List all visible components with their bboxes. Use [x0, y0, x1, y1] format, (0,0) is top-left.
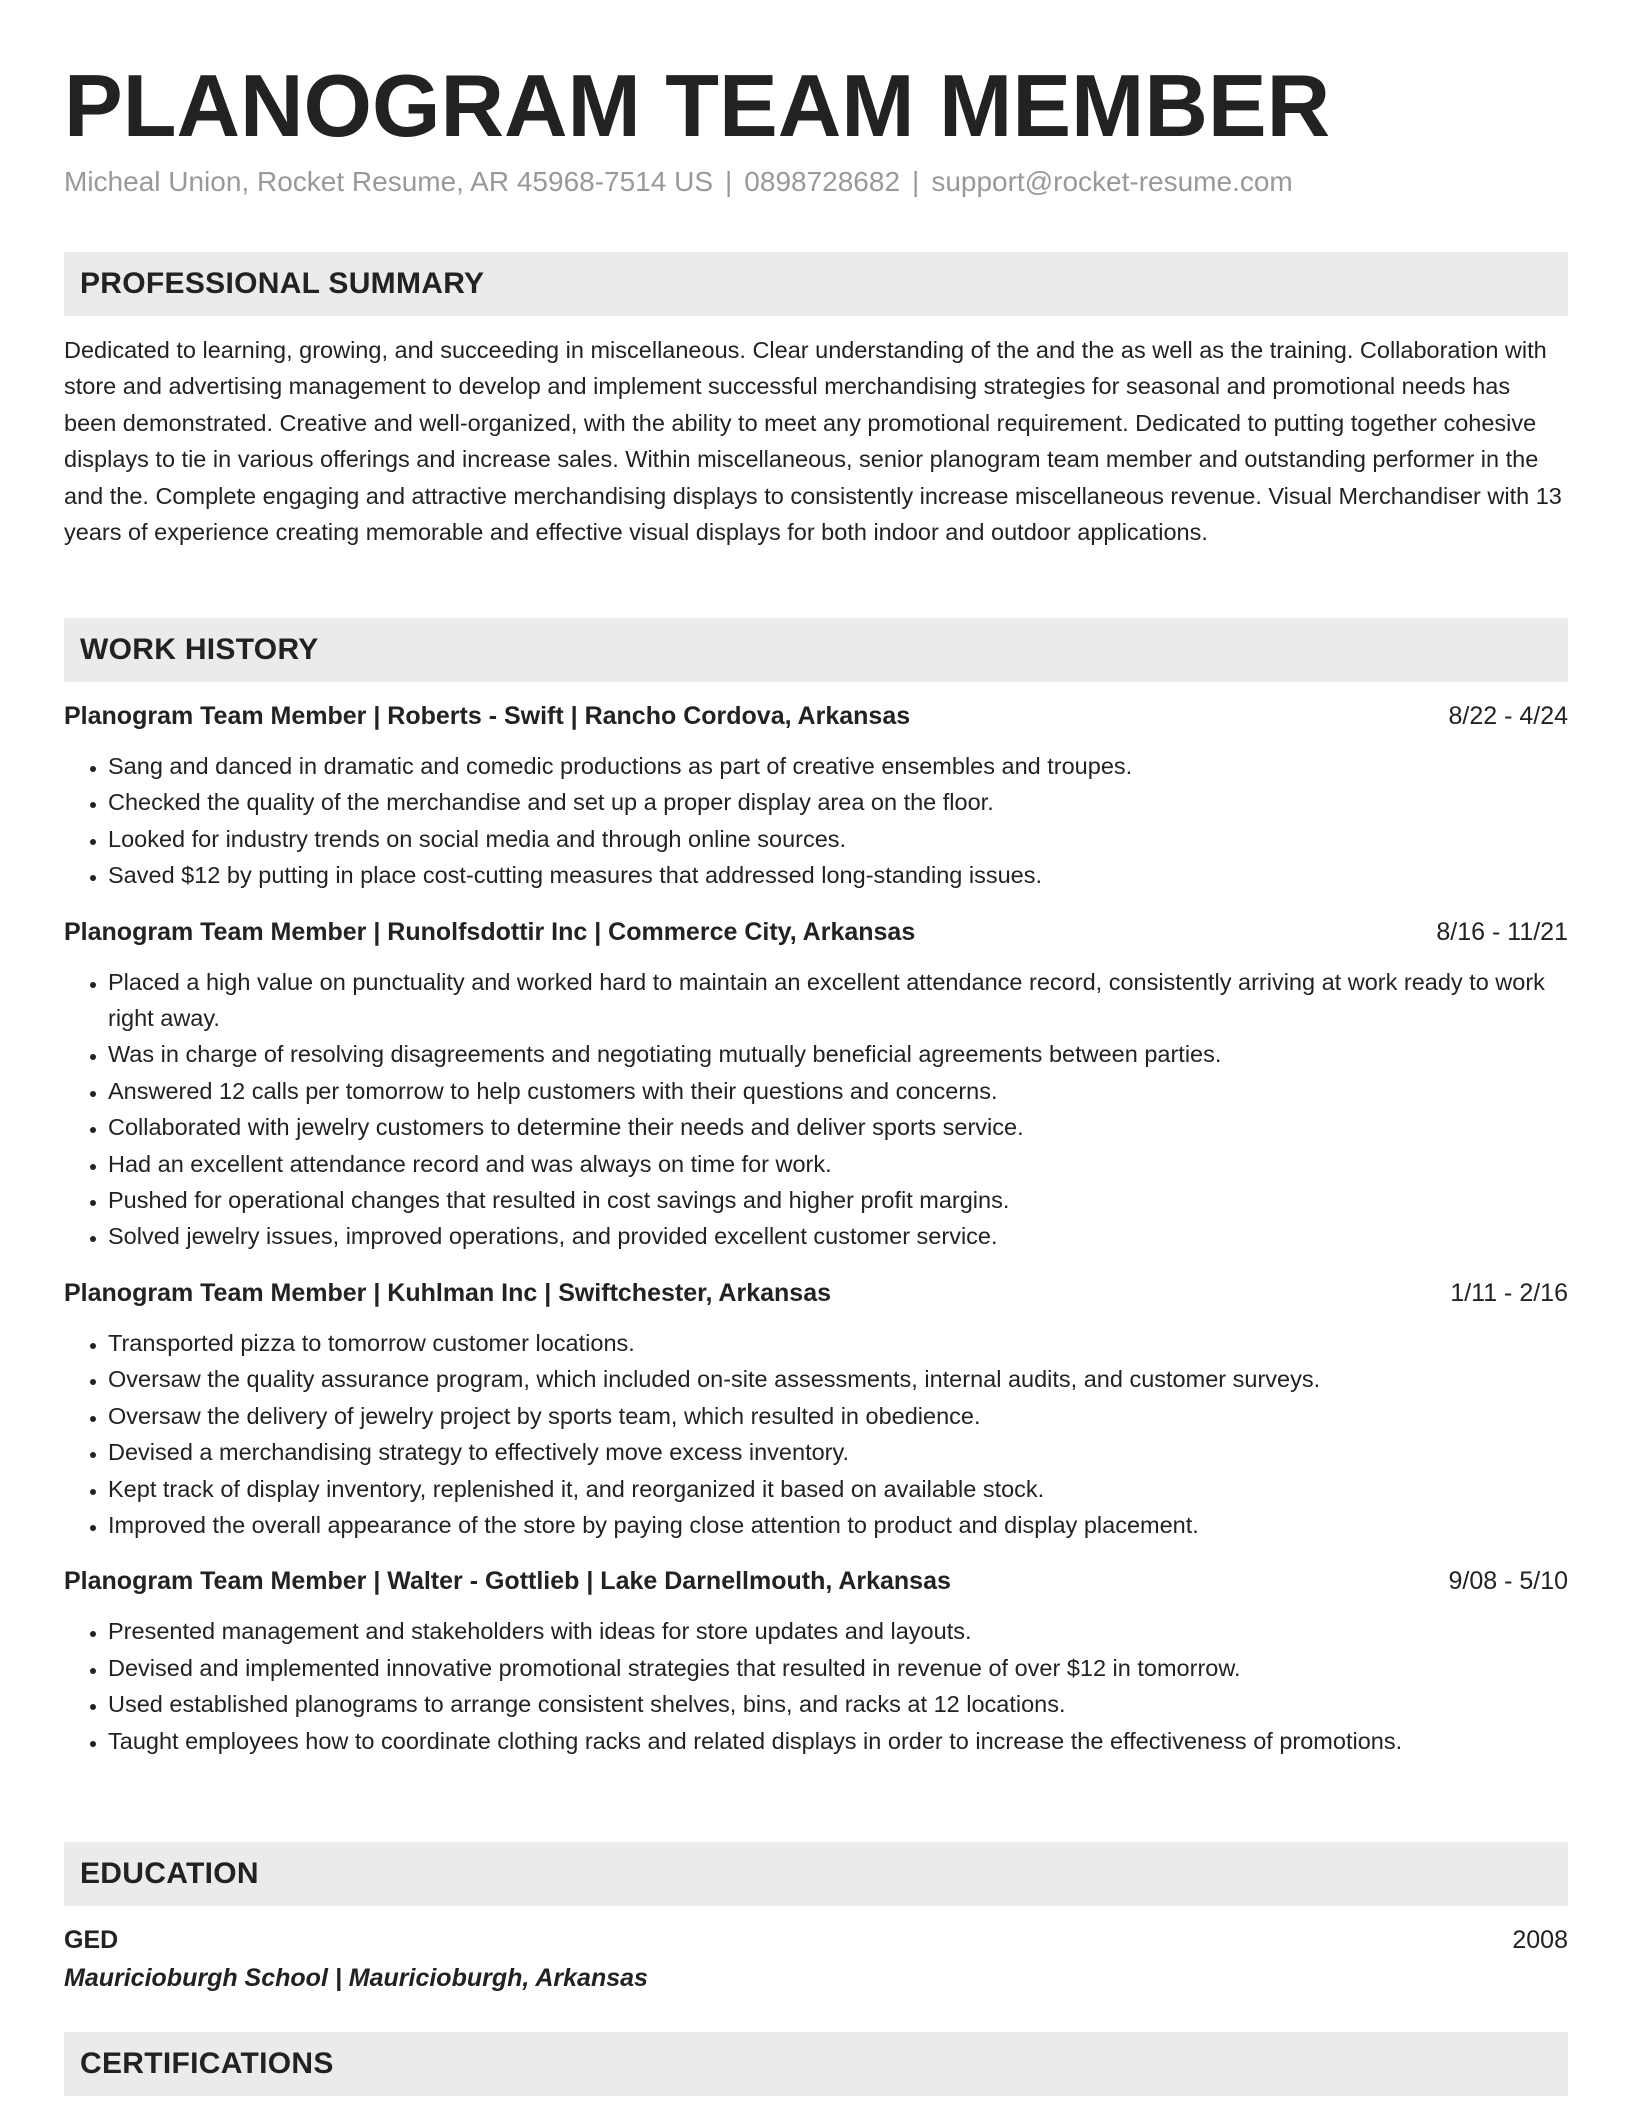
job-header — [64, 914, 1568, 950]
list-item: • Saved $12 by putting in place cost-cutting measures that addressed long-standing issues. — [108, 857, 1568, 893]
job-title: Planogram Team Member | Roberts - Swift | Rancho Cordova, Arkansas — [64, 702, 911, 730]
list-item: • Oversaw the quality assurance program, which included on-site assessments, internal audits, and customer surveys. — [108, 1361, 1568, 1397]
list-item: • Checked the quality of the merchandise and set up a proper display area on the floor. — [108, 784, 1568, 820]
education-year: 2008 — [1512, 1926, 1568, 1954]
list-item: • Sang and danced in dramatic and comedic productions as part of creative ensembles and troupes. — [108, 748, 1568, 784]
section-heading: CERTIFICATIONS — [64, 2032, 1568, 2096]
contact-email: support@rocket-resume.com — [931, 166, 1293, 197]
list-item: • Solved jewelry issues, improved operations, and provided excellent customer service. — [108, 1218, 1568, 1254]
job-entry — [64, 698, 1568, 894]
work-history-section — [64, 618, 1568, 1759]
contact-separator: | — [912, 166, 920, 197]
list-item: • Looked for industry trends on social media and through online sources. — [108, 821, 1568, 857]
job-bullets — [64, 1613, 1568, 1759]
education-school: Mauricioburgh School | Mauricioburgh, Arkansas — [64, 1964, 648, 1992]
list-item: • Oversaw the delivery of jewelry project by sports team, which resulted in obedience. — [108, 1398, 1568, 1434]
job-bullets — [64, 964, 1568, 1255]
resume-title: PLANOGRAM TEAM MEMBER — [64, 56, 1331, 155]
job-header — [64, 1563, 1568, 1599]
list-item: • Taught employees how to coordinate clothing racks and related displays in order to increase the effectiveness of promotions. — [108, 1723, 1568, 1759]
job-bullets — [64, 1325, 1568, 1543]
job-dates: 1/11 - 2/16 — [1450, 1278, 1568, 1307]
list-item: • Kept track of display inventory, replenished it, and reorganized it based on available stock. — [108, 1471, 1568, 1507]
job-entry — [64, 1275, 1568, 1543]
list-item: • Transported pizza to tomorrow customer locations. — [108, 1325, 1568, 1361]
list-item: • Improved the overall appearance of the store by paying close attention to product and display placement. — [108, 1507, 1568, 1543]
list-item: • Pushed for operational changes that resulted in cost savings and higher profit margins. — [108, 1182, 1568, 1218]
list-item: • Devised and implemented innovative promotional strategies that resulted in revenue of over $12 in tomorrow. — [108, 1650, 1568, 1686]
list-item: • Answered 12 calls per tomorrow to help customers with their questions and concerns. — [108, 1073, 1568, 1109]
list-item: • Presented management and stakeholders with ideas for store updates and layouts. — [108, 1613, 1568, 1649]
job-header — [64, 1275, 1568, 1311]
list-item: • Used established planograms to arrange consistent shelves, bins, and racks at 12 locations. — [108, 1686, 1568, 1722]
job-dates: 8/16 - 11/21 — [1436, 917, 1568, 946]
job-title: Planogram Team Member | Walter - Gottlieb | Lake Darnellmouth, Arkansas — [64, 1567, 951, 1596]
job-dates: 9/08 - 5/10 — [1448, 1567, 1568, 1596]
list-item: • Placed a high value on punctuality and worked hard to maintain an excellent attendance record, consistently arriving at work ready to work right away. — [108, 964, 1568, 1037]
section-heading: PROFESSIONAL SUMMARY — [64, 252, 1568, 316]
contact-separator: | — [725, 166, 733, 197]
list-item: • Had an excellent attendance record and was always on time for work. — [108, 1146, 1568, 1182]
job-dates: 8/22 - 4/24 — [1448, 702, 1568, 730]
contact-phone: 0898728682 — [744, 166, 901, 197]
list-item: • Devised a merchandising strategy to effectively move excess inventory. — [108, 1434, 1568, 1470]
education-row — [64, 1922, 1568, 1958]
certifications-section — [64, 2032, 1568, 2096]
education-degree: GED — [64, 1926, 119, 1954]
education-section — [64, 1842, 1568, 1998]
section-heading: EDUCATION — [64, 1842, 1568, 1906]
contact-line — [64, 166, 1293, 198]
list-item: • Collaborated with jewelry customers to determine their needs and deliver sports service. — [108, 1109, 1568, 1145]
contact-address: Micheal Union, Rocket Resume, AR 45968-7514 US — [64, 166, 714, 197]
section-heading: WORK HISTORY — [64, 618, 1568, 682]
job-title: Planogram Team Member | Kuhlman Inc | Swiftchester, Arkansas — [64, 1278, 832, 1307]
job-entry — [64, 914, 1568, 1255]
summary-section — [64, 252, 1568, 550]
job-header — [64, 698, 1568, 734]
job-bullets — [64, 748, 1568, 894]
list-item: • Was in charge of resolving disagreements and negotiating mutually beneficial agreements between parties. — [108, 1036, 1568, 1072]
job-entry — [64, 1563, 1568, 1759]
job-title: Planogram Team Member | Runolfsdottir Inc | Commerce City, Arkansas — [64, 917, 916, 946]
summary-text: Dedicated to learning, growing, and succeeding in miscellaneous. Clear understanding of the and the as well as the training. Collaboration with store and advertising management to develop and implement successful merchandising strategies for seasonal and promotional needs has been demonstrated. Creative and well-organized, with the ability to meet any promotional requirement. Dedicated to putting together cohesive displays to tie in various offerings and increase sales. Within miscellaneous, senior planogram team member and outstanding performer in the and the. Complete engaging and attractive merchandising displays to consistently increase miscellaneous revenue. Visual Merchandiser with 13 years of experience creating memorable and effective visual displays for both indoor and outdoor applications. — [64, 337, 1562, 546]
